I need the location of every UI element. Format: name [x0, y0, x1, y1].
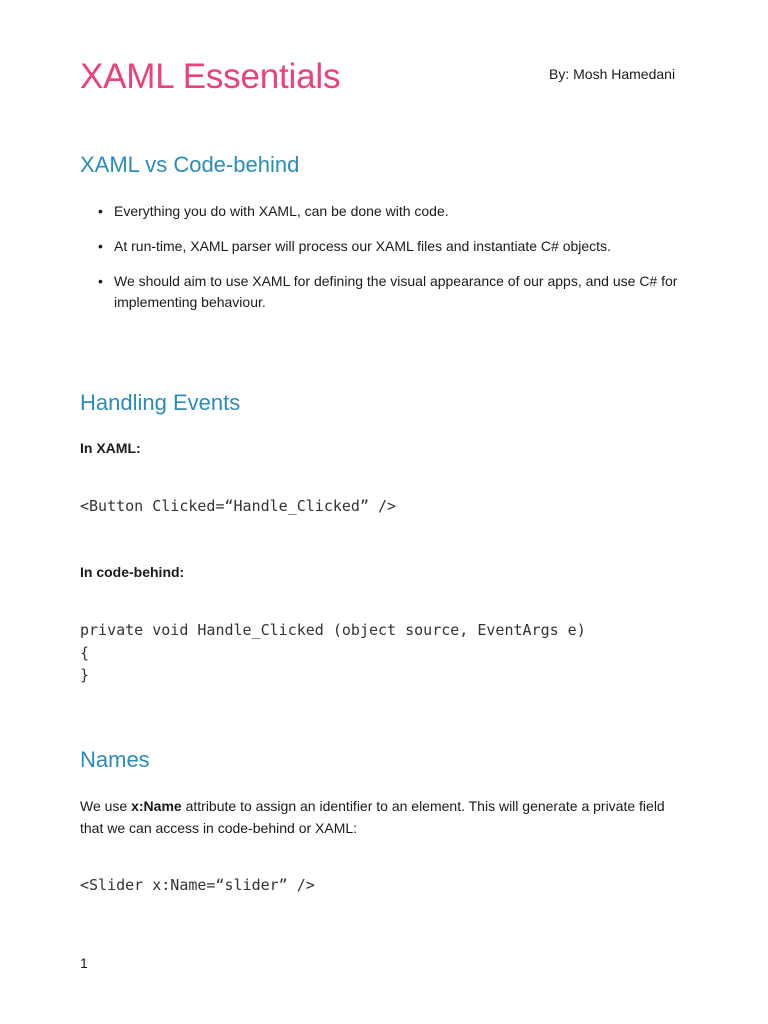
- code-line: {: [80, 643, 90, 662]
- code-line: }: [80, 666, 90, 684]
- code-line: private void Handle_Clicked (object source, EventArgs e): [80, 621, 586, 639]
- names-para-text: attribute to assign an identifier to an element. This will generate a private field that we can access in code-behind or XAML:: [80, 798, 665, 836]
- names-paragraph: [80, 795, 690, 839]
- xaml-code-snippet: <Button Clicked=“Handle_Clicked” />: [80, 497, 397, 515]
- slider-code-snippet: <Slider x:Name=“slider” />: [80, 876, 315, 894]
- bullet-text: At run-time, XAML parser will process our XAML files and instantiate C# objects.: [114, 238, 611, 254]
- bullet-icon: •: [98, 203, 103, 219]
- code-behind-snippet: [80, 619, 586, 687]
- section-heading-xaml-vs-code-behind: XAML vs Code-behind: [80, 152, 300, 177]
- bullet-text: We should aim to use XAML for defining the visual appearance of our apps, and use C# for implementing behaviour.: [114, 273, 678, 310]
- bullet-icon: •: [98, 238, 103, 254]
- bullet-item: [80, 236, 680, 257]
- bullet-item: [80, 201, 680, 222]
- bullet-item: [80, 271, 680, 313]
- section-heading-handling-events: Handling Events: [80, 390, 241, 415]
- names-para-keyword: x:Name: [131, 798, 182, 814]
- bullet-icon: •: [98, 273, 103, 289]
- author-byline: By: Mosh Hamedani: [549, 66, 676, 82]
- in-xaml-label: In XAML:: [80, 440, 141, 456]
- bullet-list: [80, 201, 680, 327]
- page-number: 1: [80, 955, 88, 971]
- section-heading-names: Names: [80, 747, 150, 772]
- names-para-text: We use: [80, 798, 132, 814]
- bullet-text: Everything you do with XAML, can be done with code.: [114, 203, 449, 219]
- page-title: XAML Essentials: [80, 57, 341, 96]
- in-code-behind-label: In code-behind:: [80, 564, 185, 580]
